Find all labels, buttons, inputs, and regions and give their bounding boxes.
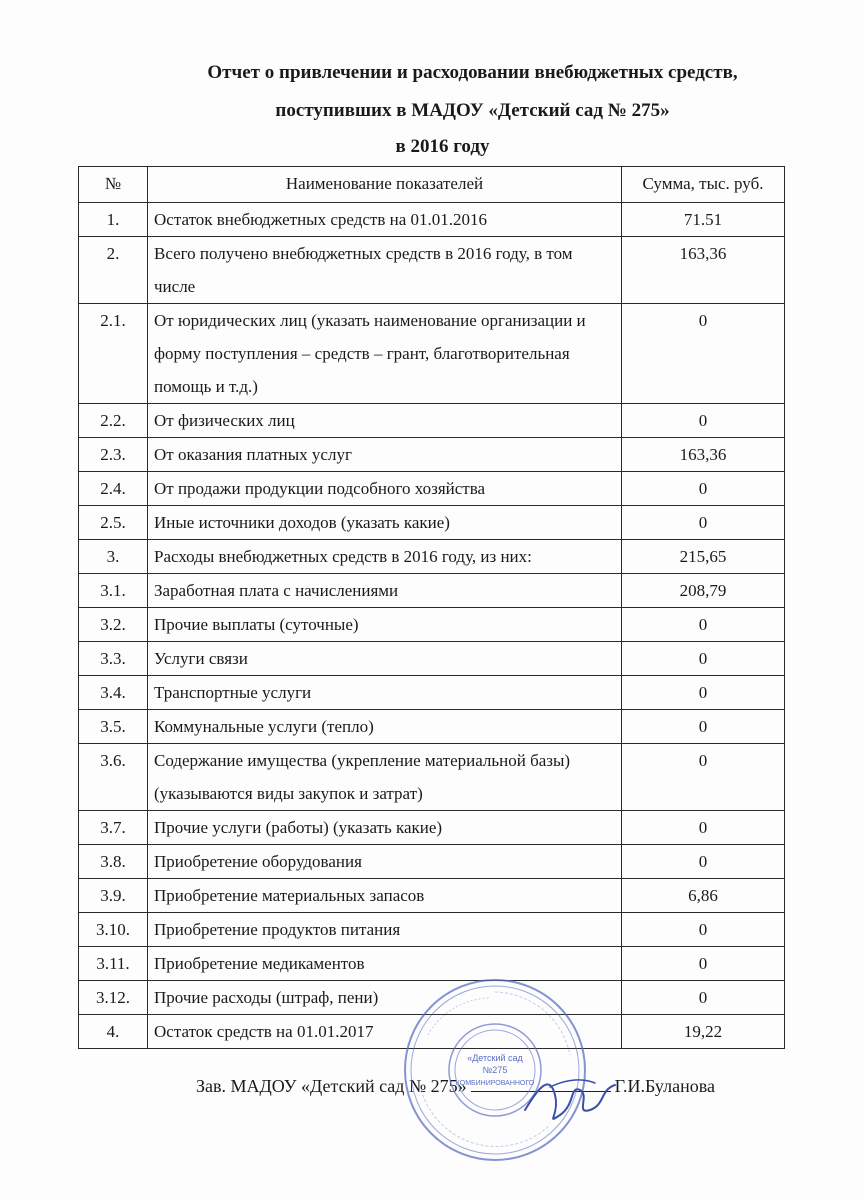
cell-sum: 0: [622, 845, 785, 879]
stamp-text-3: КОМБИНИРОВАННОГО: [455, 1080, 535, 1087]
stamp-text-2: №275: [482, 1065, 508, 1075]
table-row: [79, 404, 785, 438]
cell-sum: 163,36: [622, 237, 785, 304]
cell-name: Транспортные услуги: [148, 676, 622, 710]
cell-name: От юридических лиц (указать наименование организации и форму поступления – средств – грант, благотворительная помощь и т.д.): [148, 304, 622, 404]
cell-sum: 208,79: [622, 574, 785, 608]
cell-name: Содержание имущества (укрепление материальной базы) (указываются виды закупок и затрат): [148, 744, 622, 811]
cell-no: 4.: [79, 1015, 148, 1049]
table-row: [79, 506, 785, 540]
cell-sum: 0: [622, 608, 785, 642]
report-title-line-1: Отчет о привлечении и расходовании внебюджетных средств,: [207, 62, 738, 83]
cell-sum: 0: [622, 642, 785, 676]
header-no: №: [79, 167, 148, 203]
cell-no: 3.11.: [79, 947, 148, 981]
cell-name: Прочие выплаты (суточные): [148, 608, 622, 642]
cell-name: Остаток средств на 01.01.2017: [148, 1015, 622, 1049]
cell-name: Приобретение оборудования: [148, 845, 622, 879]
cell-no: 3.1.: [79, 574, 148, 608]
cell-sum: 6,86: [622, 879, 785, 913]
cell-no: 2.5.: [79, 506, 148, 540]
cell-name: От физических лиц: [148, 404, 622, 438]
cell-sum: 19,22: [622, 1015, 785, 1049]
table-row: [79, 540, 785, 574]
table-row: [79, 845, 785, 879]
cell-sum: 0: [622, 472, 785, 506]
cell-no: 3.3.: [79, 642, 148, 676]
cell-no: 3.12.: [79, 981, 148, 1015]
cell-no: 2.3.: [79, 438, 148, 472]
cell-name: Услуги связи: [148, 642, 622, 676]
cell-name: Коммунальные услуги (тепло): [148, 710, 622, 744]
cell-sum: 0: [622, 506, 785, 540]
table-row: [79, 237, 785, 304]
table-row: [79, 642, 785, 676]
table-row: [79, 304, 785, 404]
cell-sum: 0: [622, 710, 785, 744]
cell-no: 2.: [79, 237, 148, 304]
cell-sum: 0: [622, 947, 785, 981]
cell-name: Заработная плата с начислениями: [148, 574, 622, 608]
table-header-row: [79, 167, 785, 203]
cell-no: 3.2.: [79, 608, 148, 642]
cell-sum: 0: [622, 913, 785, 947]
table-row: [79, 744, 785, 811]
cell-no: 3.4.: [79, 676, 148, 710]
cell-no: 1.: [79, 203, 148, 237]
cell-sum: 71.51: [622, 203, 785, 237]
cell-name: Прочие услуги (работы) (указать какие): [148, 811, 622, 845]
header-sum: Сумма, тыс. руб.: [622, 167, 785, 203]
table-row: [79, 710, 785, 744]
cell-sum: 163,36: [622, 438, 785, 472]
cell-sum: 0: [622, 676, 785, 710]
cell-no: 3.: [79, 540, 148, 574]
cell-name: Расходы внебюджетных средств в 2016 году, из них:: [148, 540, 622, 574]
cell-no: 3.8.: [79, 845, 148, 879]
table-row: [79, 913, 785, 947]
cell-no: 2.4.: [79, 472, 148, 506]
cell-sum: 0: [622, 744, 785, 811]
cell-name: От оказания платных услуг: [148, 438, 622, 472]
footer-position: Зав. МАДОУ «Детский сад № 275»: [196, 1076, 467, 1096]
header-name: Наименование показателей: [148, 167, 622, 203]
cell-name: Приобретение продуктов питания: [148, 913, 622, 947]
cell-name: Приобретение медикаментов: [148, 947, 622, 981]
cell-no: 2.2.: [79, 404, 148, 438]
table-row: [79, 472, 785, 506]
cell-sum: 0: [622, 404, 785, 438]
cell-sum: 0: [622, 811, 785, 845]
table-row: [79, 879, 785, 913]
cell-sum: 0: [622, 981, 785, 1015]
report-title-line-2: поступивших в МАДОУ «Детский сад № 275»: [275, 100, 670, 121]
cell-sum: 215,65: [622, 540, 785, 574]
table-row: [79, 608, 785, 642]
cell-name: Всего получено внебюджетных средств в 2016 году, в том числе: [148, 237, 622, 304]
cell-name: Иные источники доходов (указать какие): [148, 506, 622, 540]
table-row: [79, 203, 785, 237]
report-title-line-3: в 2016 году: [395, 136, 490, 157]
cell-sum: 0: [622, 304, 785, 404]
cell-no: 3.10.: [79, 913, 148, 947]
cell-no: 3.6.: [79, 744, 148, 811]
table-row: [79, 438, 785, 472]
table-row: [79, 574, 785, 608]
cell-name: Прочие расходы (штраф, пени): [148, 981, 622, 1015]
table-row: [79, 676, 785, 710]
table-row: [79, 811, 785, 845]
cell-no: 3.5.: [79, 710, 148, 744]
cell-no: 2.1.: [79, 304, 148, 404]
footer-person: Г.И.Буланова: [614, 1076, 715, 1096]
handwritten-signature: [520, 1065, 620, 1135]
stamp-text-1: «Детский сад: [467, 1053, 523, 1063]
cell-name: Остаток внебюджетных средств на 01.01.2016: [148, 203, 622, 237]
cell-name: Приобретение материальных запасов: [148, 879, 622, 913]
report-table: [78, 166, 785, 1049]
cell-no: 3.9.: [79, 879, 148, 913]
cell-no: 3.7.: [79, 811, 148, 845]
cell-name: От продажи продукции подсобного хозяйства: [148, 472, 622, 506]
